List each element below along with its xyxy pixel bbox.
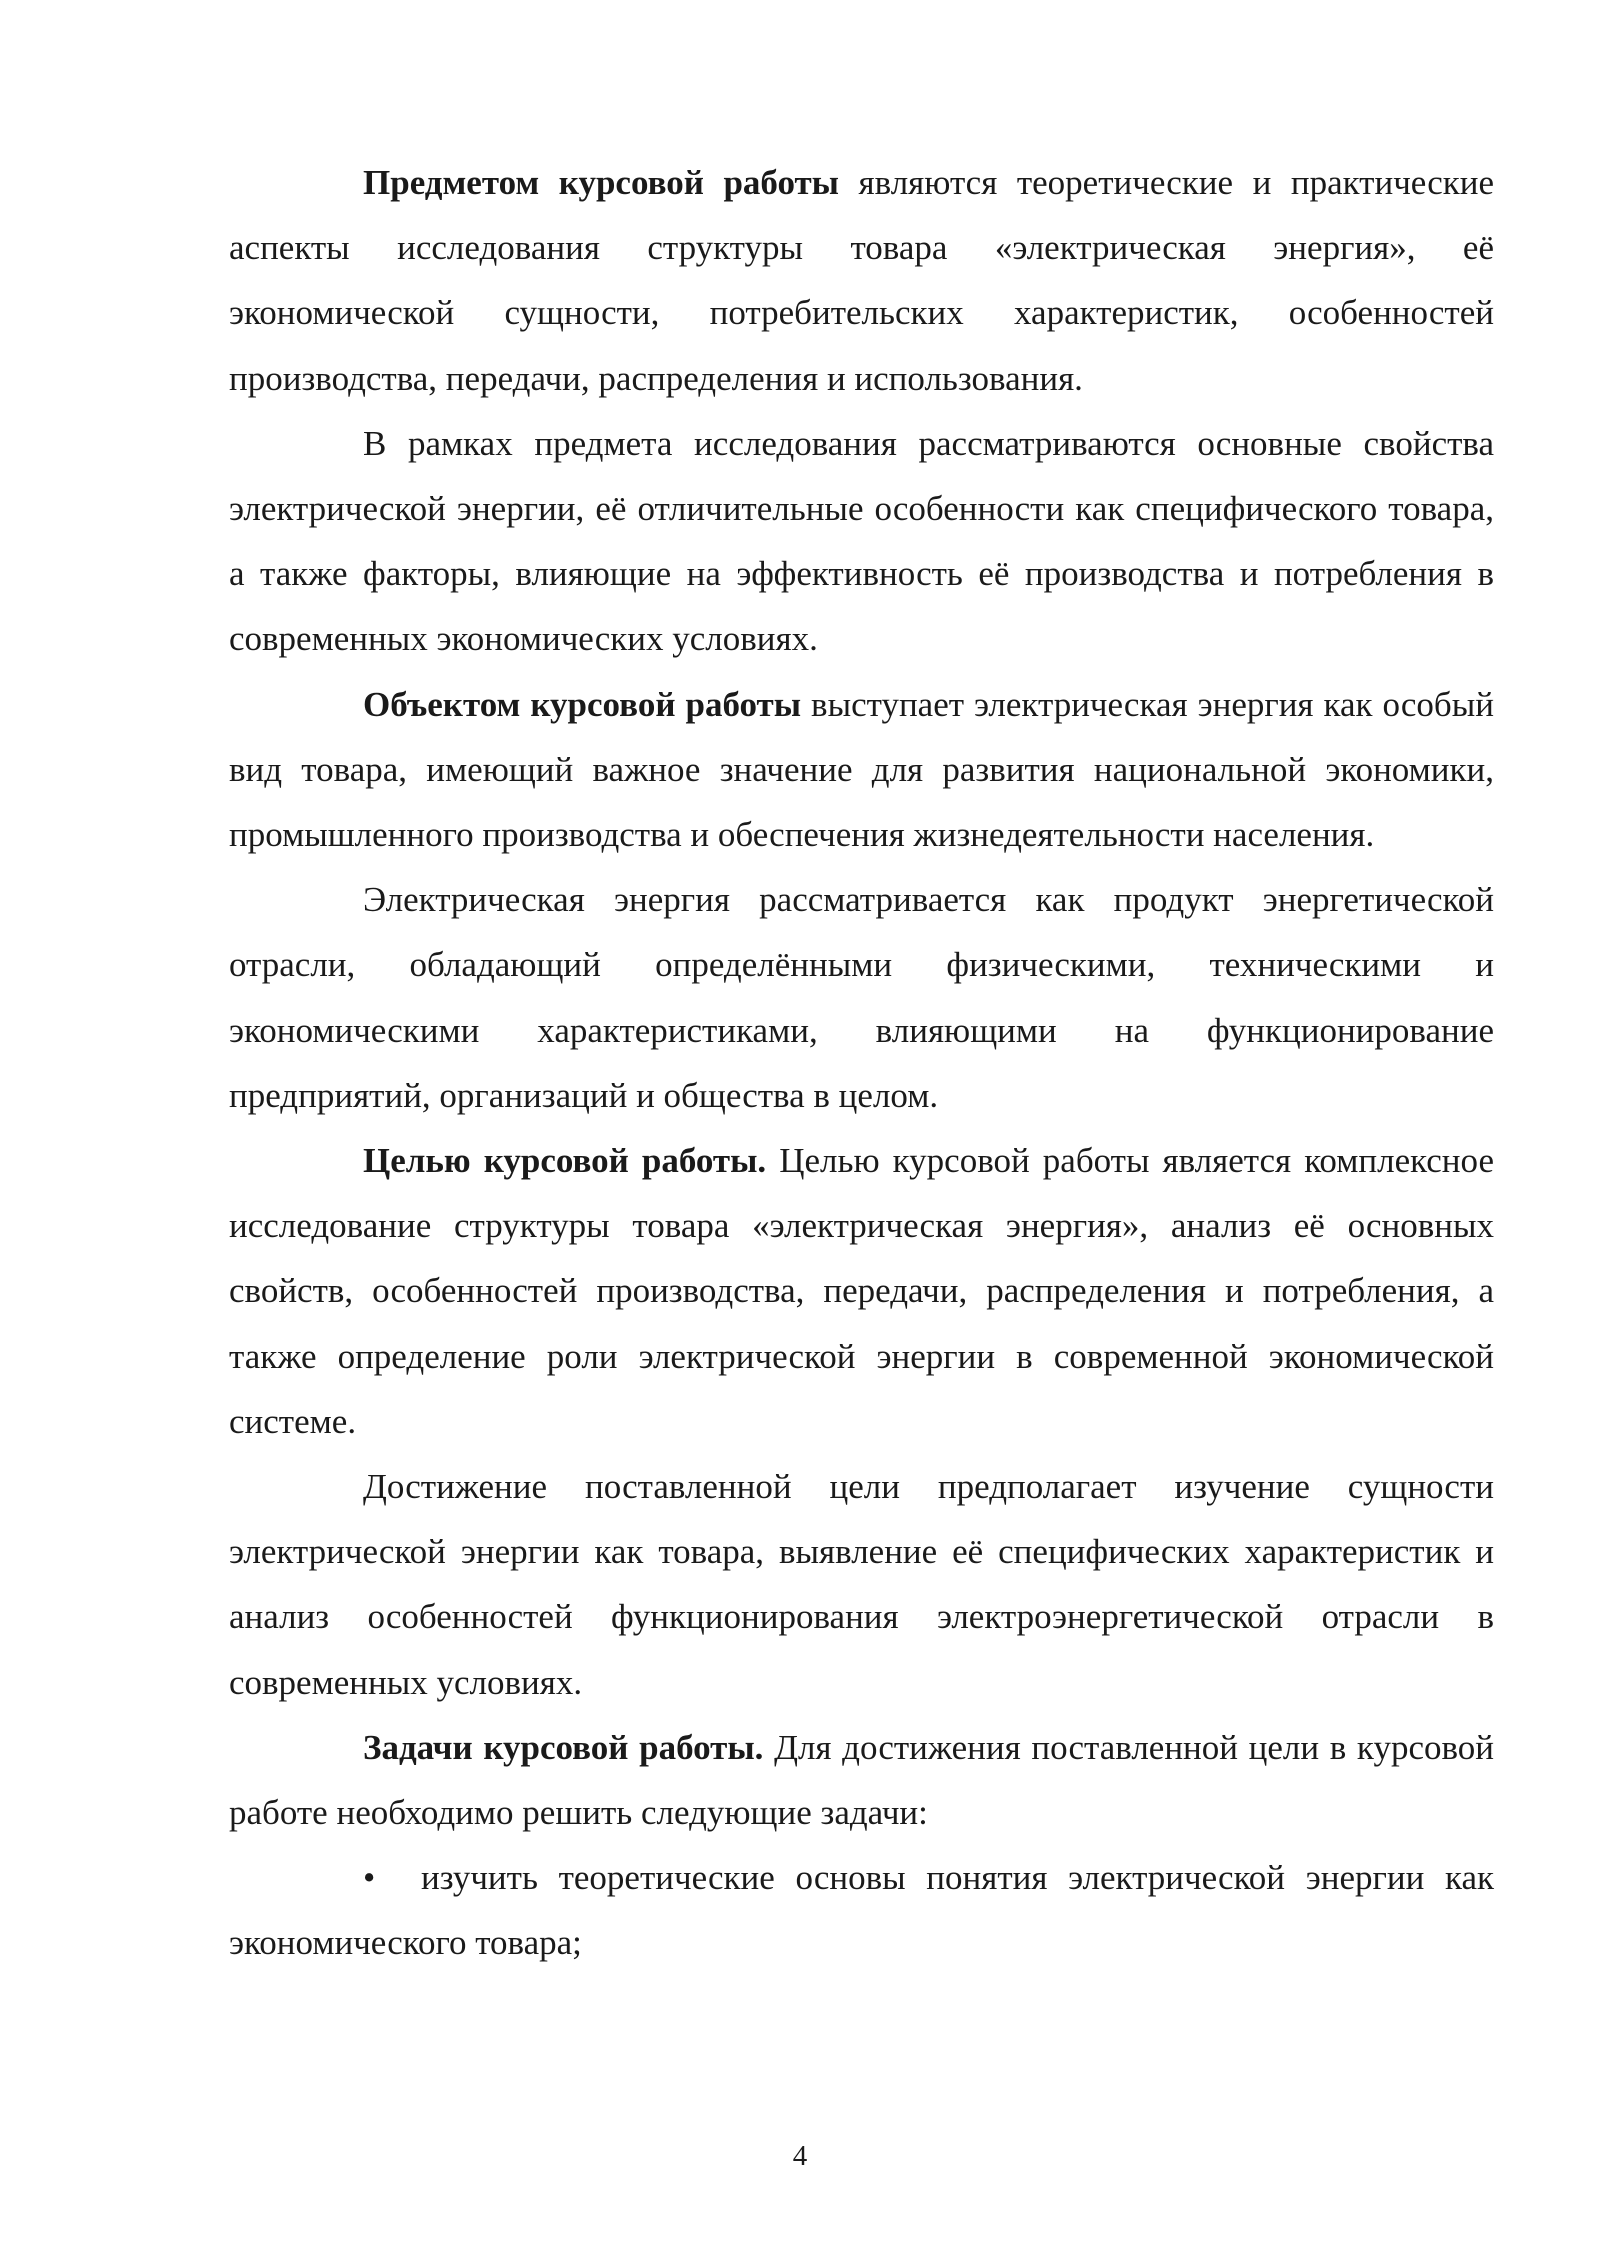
- paragraph-heading: Целью курсовой работы.: [363, 1141, 767, 1181]
- paragraph-text: Для достижения поставленной цели в курсовой работе необходимо решить следующие задачи:: [229, 1727, 1494, 1833]
- paragraph-text: являются теоретические и практические аспекты исследования структуры товара «электрическая энергия», её экономической сущности, потребительских характеристик, особенностей производства, передачи, распределения и использования.: [229, 163, 1495, 398]
- paragraph-subject: [229, 150, 1494, 411]
- list-item: [229, 1845, 1494, 1975]
- paragraph-tasks: [229, 1715, 1494, 1845]
- paragraph-text: В рамках предмета исследования рассматриваются основные свойства электрической энергии, её отличительные особенности как специфического товара, а также факторы, влияющие на эффективность её производства и потребления в современных экономических условиях.: [229, 423, 1494, 659]
- document-body: [229, 150, 1494, 1976]
- page-number: 4: [792, 2140, 808, 2172]
- paragraph-subject-scope: [229, 411, 1494, 672]
- paragraph-goal: [229, 1128, 1494, 1454]
- paragraph-goal-detail: [229, 1454, 1494, 1715]
- paragraph-text: Электрическая энергия рассматривается как продукт энергетической отрасли, обладающий определёнными физическими, техническими и экономическими характеристиками, влияющими на функционирование предприятий, организаций и общества в целом.: [229, 880, 1494, 1115]
- paragraph-heading: Задачи курсовой работы.: [363, 1727, 764, 1767]
- list-item-text: изучить теоретические основы понятия электрической энергии как экономического товара;: [229, 1858, 1494, 1963]
- paragraph-heading: Предметом курсовой работы: [363, 163, 840, 202]
- paragraph-object-detail: [229, 867, 1494, 1128]
- paragraph-heading: Объектом курсовой работы: [363, 684, 802, 724]
- paragraph-text: выступает электрическая энергия как особый вид товара, имеющий важное значение для развития национальной экономики, промышленного производства и обеспечения жизнедеятельности населения.: [229, 684, 1494, 855]
- paragraph-object: [229, 672, 1494, 868]
- paragraph-text: Целью курсовой работы является комплексное исследование структуры товара «электрическая энергия», анализ её основных свойств, особенностей производства, передачи, распределения и потребления, а также определение роли электрической энергии в современной экономической системе.: [229, 1141, 1494, 1441]
- paragraph-text: Достижение поставленной цели предполагает изучение сущности электрической энергии как товара, выявление её специфических характеристик и анализ особенностей функционирования электроэнергетической отрасли в современных условиях.: [229, 1467, 1494, 1702]
- bullet-icon: •: [363, 1858, 376, 1898]
